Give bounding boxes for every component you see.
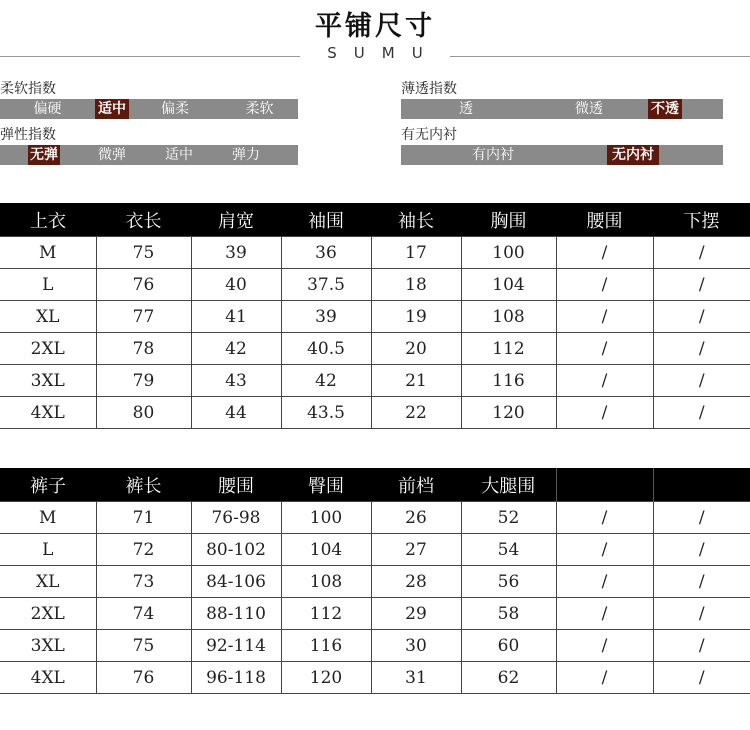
- sheer-option: 透: [459, 101, 473, 117]
- table-cell: 75: [96, 237, 191, 269]
- pants-size-table: [0, 468, 750, 694]
- table-cell: /: [653, 237, 750, 269]
- column-header: 衣长: [96, 203, 191, 237]
- table-row: [0, 365, 750, 397]
- table-cell: /: [556, 397, 653, 429]
- table-cell: /: [653, 301, 750, 333]
- table-cell: 100: [461, 237, 556, 269]
- table-cell: 39: [191, 237, 281, 269]
- table-cell: 108: [281, 566, 371, 598]
- top-size-table: [0, 203, 750, 429]
- page-subtitle: SUMU: [327, 44, 440, 62]
- subtitle-rule-right: [450, 56, 750, 57]
- softness-option: 柔软: [245, 101, 274, 117]
- table-cell: 58: [461, 598, 556, 630]
- column-header: 裤子: [0, 468, 96, 502]
- table-cell: 80: [96, 397, 191, 429]
- table-cell: 76: [96, 662, 191, 694]
- elastic-label: 弹性指数: [0, 127, 56, 143]
- table-row: [0, 397, 750, 429]
- table-cell: 19: [371, 301, 461, 333]
- table-cell: 17: [371, 237, 461, 269]
- column-header: 肩宽: [191, 203, 281, 237]
- table-cell: 78: [96, 333, 191, 365]
- table-cell: 76-98: [191, 502, 281, 534]
- column-header: 上衣: [0, 203, 96, 237]
- table-cell: 88-110: [191, 598, 281, 630]
- table-cell: /: [653, 333, 750, 365]
- column-header: 裤长: [96, 468, 191, 502]
- table-row: [0, 237, 750, 269]
- elastic-option-spacer: [0, 145, 28, 165]
- softness-scale: [0, 99, 298, 119]
- table-row: [0, 566, 750, 598]
- table-cell: /: [653, 566, 750, 598]
- table-cell: 37.5: [281, 269, 371, 301]
- softness-label: 柔软指数: [0, 81, 56, 97]
- column-header: 腰围: [556, 203, 653, 237]
- table-row: [0, 534, 750, 566]
- table-cell: 26: [371, 502, 461, 534]
- table-cell: 77: [96, 301, 191, 333]
- table-cell: 40: [191, 269, 281, 301]
- table-cell: 120: [461, 397, 556, 429]
- table-cell: 104: [461, 269, 556, 301]
- sheer-scale: [401, 99, 723, 119]
- table-cell: /: [556, 534, 653, 566]
- table-cell: 80-102: [191, 534, 281, 566]
- elastic-scale: [0, 145, 298, 165]
- table-cell: /: [653, 534, 750, 566]
- top-table-body: [0, 237, 750, 429]
- table-cell: 21: [371, 365, 461, 397]
- table-cell: 116: [281, 630, 371, 662]
- table-cell: 20: [371, 333, 461, 365]
- size-cell: 4XL: [0, 662, 96, 694]
- table-cell: /: [556, 365, 653, 397]
- table-cell: /: [556, 301, 653, 333]
- column-header: 大腿围: [461, 468, 556, 502]
- lining-label: 有无内衬: [401, 127, 457, 143]
- table-cell: 74: [96, 598, 191, 630]
- table-cell: 120: [281, 662, 371, 694]
- table-cell: 56: [461, 566, 556, 598]
- table-cell: 72: [96, 534, 191, 566]
- column-header: 胸围: [461, 203, 556, 237]
- table-cell: 76: [96, 269, 191, 301]
- table-cell: 71: [96, 502, 191, 534]
- size-cell: XL: [0, 566, 96, 598]
- table-row: [0, 502, 750, 534]
- table-cell: 112: [461, 333, 556, 365]
- table-cell: 27: [371, 534, 461, 566]
- table-cell: /: [653, 397, 750, 429]
- table-cell: 42: [191, 333, 281, 365]
- sheer-option: 微透: [575, 101, 603, 117]
- table-cell: /: [653, 269, 750, 301]
- table-cell: 104: [281, 534, 371, 566]
- table-cell: /: [653, 502, 750, 534]
- elastic-option: 弹力: [232, 147, 260, 163]
- table-cell: 28: [371, 566, 461, 598]
- table-header-row: [0, 468, 750, 502]
- table-cell: /: [556, 269, 653, 301]
- elastic-option-selected: 无弹: [30, 147, 58, 163]
- table-cell: 18: [371, 269, 461, 301]
- table-cell: 96-118: [191, 662, 281, 694]
- column-header: 袖长: [371, 203, 461, 237]
- table-cell: /: [653, 630, 750, 662]
- pants-table-body: [0, 502, 750, 694]
- subtitle-rule-left: [0, 56, 300, 57]
- size-cell: L: [0, 269, 96, 301]
- table-cell: /: [556, 333, 653, 365]
- table-cell: 36: [281, 237, 371, 269]
- table-cell: 84-106: [191, 566, 281, 598]
- size-cell: 3XL: [0, 630, 96, 662]
- size-cell: 3XL: [0, 365, 96, 397]
- table-header-row: [0, 203, 750, 237]
- column-header: 前档: [371, 468, 461, 502]
- table-cell: 112: [281, 598, 371, 630]
- size-cell: 2XL: [0, 333, 96, 365]
- table-cell: 41: [191, 301, 281, 333]
- table-row: [0, 598, 750, 630]
- elastic-option: 微弹: [98, 147, 126, 163]
- table-cell: 30: [371, 630, 461, 662]
- table-cell: 73: [96, 566, 191, 598]
- size-cell: 2XL: [0, 598, 96, 630]
- table-row: [0, 662, 750, 694]
- lining-option: 有内衬: [472, 147, 514, 163]
- sheer-option-selected: 不透: [648, 99, 682, 119]
- softness-option: 偏硬: [33, 101, 62, 117]
- table-row: [0, 301, 750, 333]
- page-title: 平铺尺寸: [315, 11, 435, 42]
- table-cell: /: [556, 237, 653, 269]
- size-cell: M: [0, 237, 96, 269]
- table-cell: 52: [461, 502, 556, 534]
- table-cell: /: [556, 566, 653, 598]
- table-cell: 29: [371, 598, 461, 630]
- column-header: [653, 468, 750, 502]
- table-cell: /: [653, 365, 750, 397]
- table-cell: 40.5: [281, 333, 371, 365]
- table-cell: /: [653, 662, 750, 694]
- column-header: 臀围: [281, 468, 371, 502]
- softness-option: 偏柔: [161, 101, 189, 117]
- table-row: [0, 269, 750, 301]
- lining-option-selected: 无内衬: [607, 145, 659, 165]
- column-header: 下摆: [653, 203, 750, 237]
- table-cell: /: [556, 598, 653, 630]
- table-cell: /: [556, 662, 653, 694]
- softness-option-selected: 适中: [95, 99, 129, 119]
- table-cell: 60: [461, 630, 556, 662]
- elastic-option: 适中: [165, 147, 193, 163]
- table-cell: 79: [96, 365, 191, 397]
- table-cell: 44: [191, 397, 281, 429]
- table-cell: /: [653, 598, 750, 630]
- table-cell: 116: [461, 365, 556, 397]
- table-cell: 43: [191, 365, 281, 397]
- table-cell: /: [556, 630, 653, 662]
- table-cell: 54: [461, 534, 556, 566]
- table-cell: 42: [281, 365, 371, 397]
- size-cell: L: [0, 534, 96, 566]
- size-cell: 4XL: [0, 397, 96, 429]
- table-cell: 75: [96, 630, 191, 662]
- size-cell: XL: [0, 301, 96, 333]
- column-header: [556, 468, 653, 502]
- table-cell: 108: [461, 301, 556, 333]
- table-cell: 31: [371, 662, 461, 694]
- table-cell: 62: [461, 662, 556, 694]
- sheer-label: 薄透指数: [401, 81, 457, 97]
- table-cell: 43.5: [281, 397, 371, 429]
- table-cell: 92-114: [191, 630, 281, 662]
- table-cell: 39: [281, 301, 371, 333]
- lining-scale: [401, 145, 723, 165]
- table-cell: /: [556, 502, 653, 534]
- size-cell: M: [0, 502, 96, 534]
- column-header: 腰围: [191, 468, 281, 502]
- table-cell: 100: [281, 502, 371, 534]
- table-row: [0, 630, 750, 662]
- column-header: 袖围: [281, 203, 371, 237]
- table-cell: 22: [371, 397, 461, 429]
- table-row: [0, 333, 750, 365]
